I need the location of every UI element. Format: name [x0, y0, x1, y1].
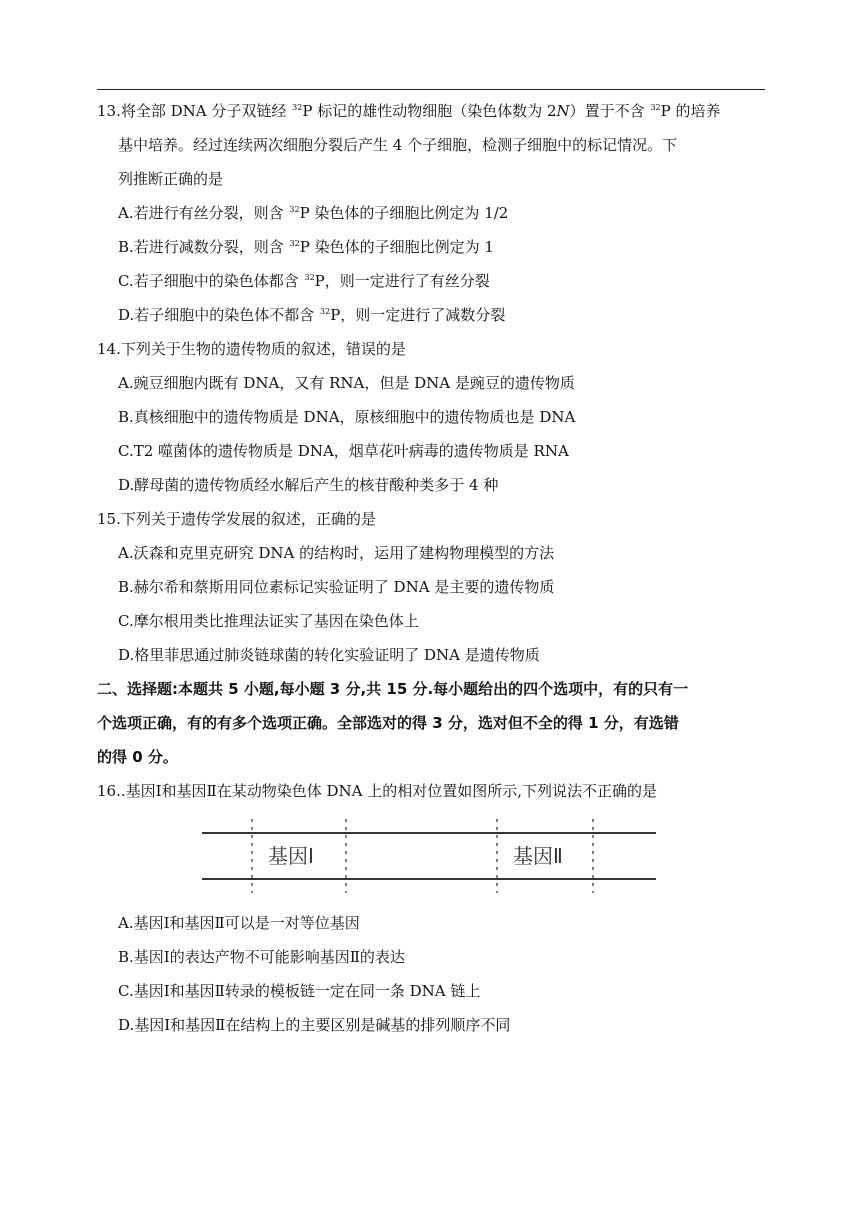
- gene1-label: 基因Ⅰ: [268, 844, 314, 868]
- q16-option-d: D.基因Ⅰ和基因Ⅱ在结构上的主要区别是碱基的排列顺序不同: [118, 1016, 511, 1034]
- section2-instructions-line1: 二、选择题:本题共 5 小题,每小题 3 分,共 15 分.每小题给出的四个选项中，有的只有一: [97, 680, 689, 698]
- q13-option-c: C.若子细胞中的染色体都含 $^{32}$P，则一定进行了有丝分裂: [118, 272, 490, 290]
- header-rule: [97, 89, 765, 90]
- q13-option-a: A.若进行有丝分裂，则含 $^{32}$P 染色体的子细胞比例定为 1/2: [118, 204, 509, 222]
- q16-stem: 16..基因Ⅰ和基因Ⅱ在某动物染色体 DNA 上的相对位置如图所示,下列说法不正确的是: [97, 782, 658, 800]
- q13-option-b: B.若进行减数分裂，则含 $^{32}$P 染色体的子细胞比例定为 1: [118, 238, 494, 256]
- q15-option-d: D.格里菲思通过肺炎链球菌的转化实验证明了 DNA 是遗传物质: [118, 646, 540, 664]
- q16-option-b: B.基因Ⅰ的表达产物不可能影响基因Ⅱ的表达: [118, 948, 405, 966]
- q13-option-d: D.若子细胞中的染色体不都含 $^{32}$P，则一定进行了减数分裂: [118, 306, 506, 324]
- section2-instructions-line2: 个选项正确，有的有多个选项正确。全部选对的得 3 分，选对但不全的得 1 分，有选错: [97, 714, 679, 732]
- gene2-label: 基因Ⅱ: [513, 844, 563, 868]
- section2-instructions-line3: 的得 0 分。: [97, 748, 178, 766]
- q15-option-b: B.赫尔希和蔡斯用同位素标记实验证明了 DNA 是主要的遗传物质: [118, 578, 555, 596]
- q14-option-d: D.酵母菌的遗传物质经水解后产生的核苷酸种类多于 4 种: [118, 476, 499, 494]
- q14-stem: 14.下列关于生物的遗传物质的叙述，错误的是: [97, 340, 406, 358]
- q15-option-a: A.沃森和克里克研究 DNA 的结构时，运用了建构物理模型的方法: [118, 544, 555, 562]
- q13-stem-line3: 列推断正确的是: [118, 170, 224, 188]
- q16-option-c: C.基因Ⅰ和基因Ⅱ转录的模板链一定在同一条 DNA 链上: [118, 982, 481, 1000]
- q14-option-a: A.豌豆细胞内既有 DNA，又有 RNA，但是 DNA 是豌豆的遗传物质: [118, 374, 575, 392]
- q13-stem-line2: 基中培养。经过连续两次细胞分裂后产生 4 个子细胞，检测子细胞中的标记情况。下: [118, 136, 678, 154]
- q14-option-c: C.T2 噬菌体的遗传物质是 DNA，烟草花叶病毒的遗传物质是 RNA: [118, 442, 569, 460]
- q15-stem: 15.下列关于遗传学发展的叙述，正确的是: [97, 510, 376, 528]
- q13-stem-line1: 13.将全部 DNA 分子双链经 $^{32}$P 标记的雄性动物细胞（染色体数为 2N）置于不含 $^{32}$P 的培养: [97, 102, 721, 120]
- q14-option-b: B.真核细胞中的遗传物质是 DNA，原核细胞中的遗传物质也是 DNA: [118, 408, 576, 426]
- q16-option-a: A.基因Ⅰ和基因Ⅱ可以是一对等位基因: [118, 914, 360, 932]
- gene-position-diagram: [200, 815, 660, 895]
- q15-option-c: C.摩尔根用类比推理法证实了基因在染色体上: [118, 612, 419, 630]
